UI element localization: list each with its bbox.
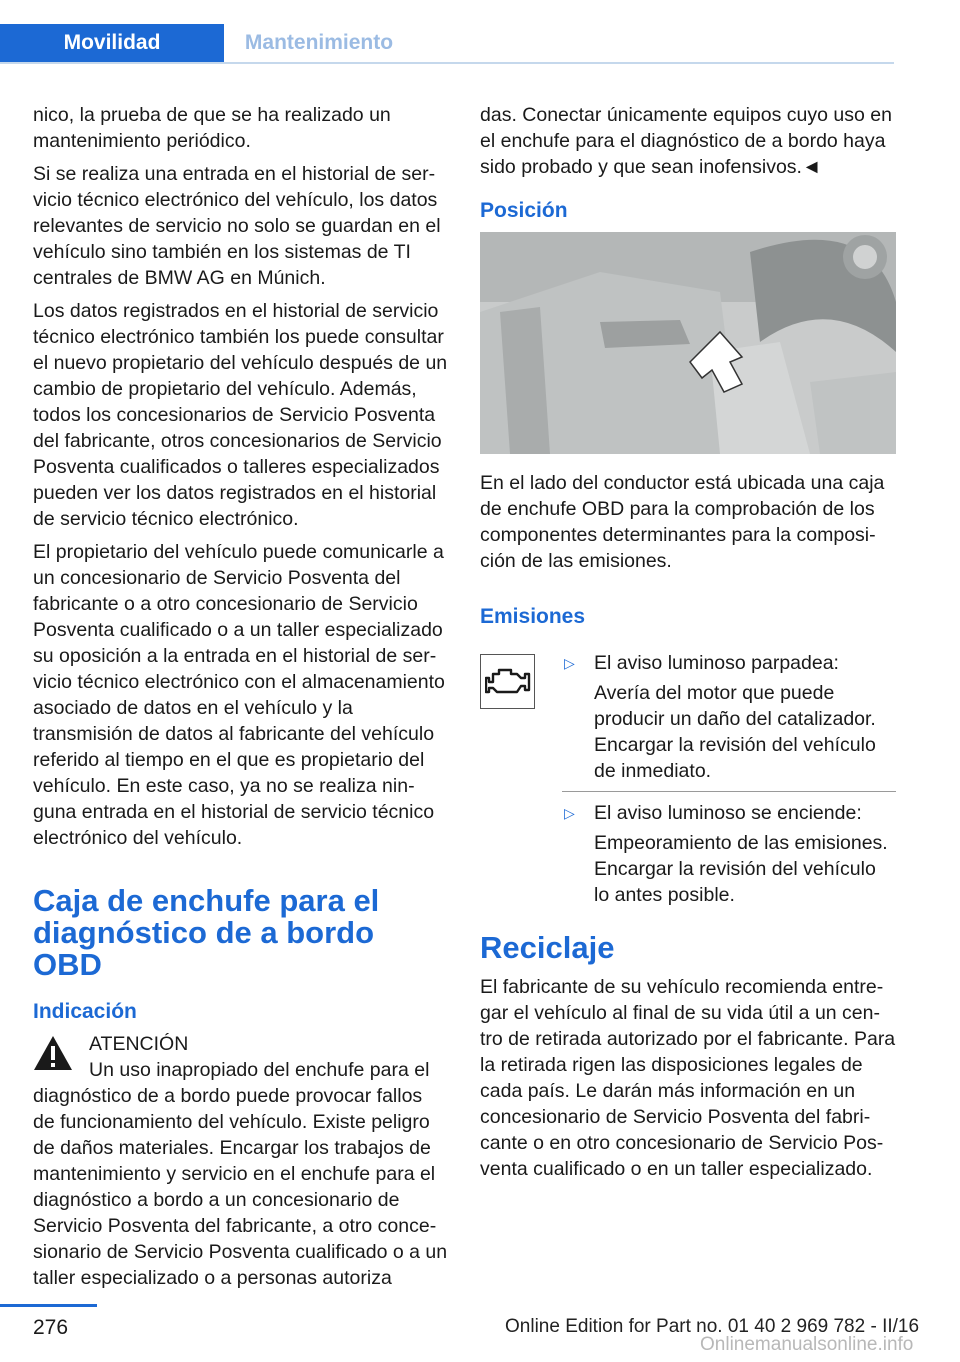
emissions-list	[562, 650, 896, 908]
section-title-reciclaje: Reciclaje	[480, 929, 615, 965]
tab-mantenimiento[interactable]: Mantenimiento	[244, 31, 394, 54]
continued-text: das. Conectar únicamente equipos cuyo uso en el enchufe para el diagnóstico de a bordo haya sido probado y que sean inofensivos.◄	[480, 104, 892, 178]
emissions-item-label: El aviso luminoso parpadea:	[594, 651, 839, 674]
emissions-item-label: El aviso luminoso se enciende:	[594, 801, 862, 824]
right-column	[480, 102, 896, 1189]
paragraph: El propietario del vehículo puede comunicarle a un concesionario de Servicio Posventa del fabricante o a otro concesionario de Servicio Posventa cualificado o a un taller especializado su oposición a la entrada en el historial de servicio técnico electrónico con el almacenamiento asociado de datos en el vehículo y la transmisión de datos al fabricante del vehículo referido al tiempo en el que es propietario del vehículo. En este caso, ya no se realiza ninguna entrada en el historial de servicio técnico electrónico del vehículo.	[33, 541, 445, 849]
triangle-right-icon: ▷	[564, 804, 575, 821]
warning-triangle-icon	[33, 1035, 73, 1071]
warning-block	[33, 1031, 449, 1291]
recycling-text: El fabricante de su vehículo recomienda entregar el vehículo al final de su vida útil a un centro de retirada autorizado por el fabricante. Para la retirada rigen las disposiciones legales de cada país. Le darán más información en un concesionario de Servicio Posventa del fabricante o en otro concesionario de Servicio Posventa cualificado o en un taller especializado.	[480, 975, 896, 1180]
section-title-obd: Caja de enchufe para el diagnóstico de a bordo OBD	[33, 883, 380, 982]
warning-text: diagnóstico de a bordo puede provocar fallos de funcionamiento del vehículo. Existe peligro de daños materiales. Encargar los trabajos de mantenimiento y servicio en el enchufe para el diagnóstico a bordo a un concesionario de Servicio Posventa del fabricante, a otro concesionario de Servicio Posventa cualificado o a un taller especializado o a personas autoriza	[33, 1085, 448, 1289]
engine-indicator-box	[480, 654, 535, 709]
emissions-item-detail: Empeoramiento de las emisiones. Encargar la revisión del vehículo lo antes posible.	[594, 831, 888, 906]
warning-label: ATENCIÓN	[89, 1033, 189, 1055]
obd-photo-illustration	[480, 232, 896, 454]
check-engine-icon	[485, 666, 531, 696]
subtitle-indicacion: Indicación	[33, 1000, 137, 1023]
paragraph: Si se realiza una entrada en el historial de servicio técnico electrónico del vehículo, los datos relevantes de servicio no solo se guardan en el vehículo sino también en los sistemas de TI centrales de BMW AG en Múnich.	[33, 163, 441, 289]
left-column	[33, 102, 449, 1291]
edition-text: Online Edition for Part no. 01 40 2 969 782 - II/16	[505, 1316, 920, 1337]
obd-location-photo	[480, 232, 896, 454]
emissions-item-detail: Avería del motor que puede producir un daño del catalizador. Encargar la revisión del vehículo de inmediato.	[594, 681, 876, 782]
paragraph: Los datos registrados en el historial de servicio técnico electrónico también los puede consultar el nuevo propietario del vehículo después de un cambio de propietario del vehículo. Además, todos los concesionarios de Servicio Posventa del fabricante, otros concesionarios de Servicio Posventa cualificados o talleres especializados pueden ver los datos registrados en el historial de servicio técnico electrónico.	[33, 300, 448, 530]
warning-first-line: Un uso inapropiado del enchufe para el	[89, 1059, 430, 1081]
footer-line	[0, 1304, 97, 1307]
triangle-right-icon: ▷	[564, 654, 575, 671]
subtitle-posicion: Posición	[480, 199, 568, 222]
tab-movilidad[interactable]: Movilidad	[0, 24, 224, 62]
watermark-text: Onlinemanualsonline.info	[700, 1334, 914, 1355]
emissions-block	[480, 650, 896, 908]
paragraph: nico, la prueba de que se ha realizado un mantenimiento periódico.	[33, 104, 391, 152]
position-description: En el lado del conductor está ubicada una caja de enchufe OBD para la comprobación de los componentes determinantes para la composición de las emisiones.	[480, 472, 885, 572]
list-item	[562, 791, 896, 908]
subtitle-emisiones: Emisiones	[480, 605, 586, 628]
page-number: 276	[33, 1316, 69, 1339]
list-item	[562, 650, 896, 784]
